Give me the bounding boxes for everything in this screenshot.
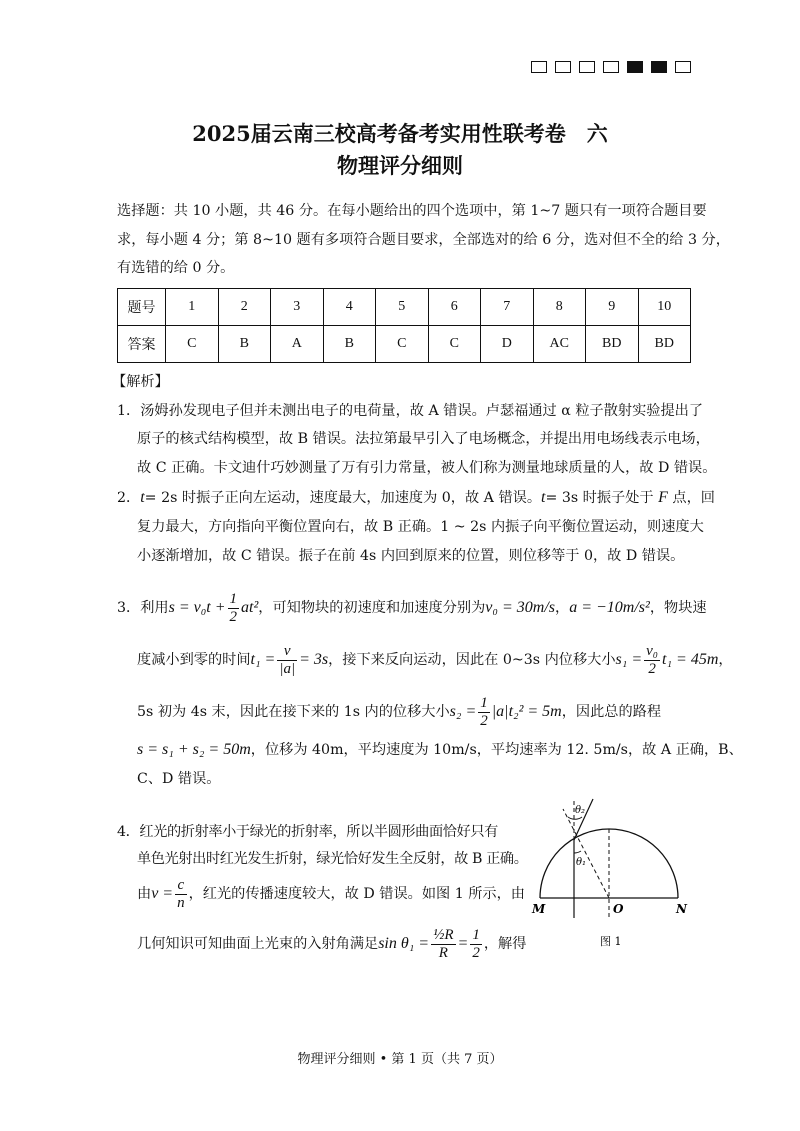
table-header-cell: 答案 bbox=[118, 326, 166, 363]
box-empty bbox=[579, 61, 595, 73]
q4-line: 单色光射出时红光发生折射，绿光恰好发生全反射，故 B 正确。 bbox=[137, 851, 528, 867]
denominator: n bbox=[177, 894, 185, 911]
normal-line bbox=[563, 809, 609, 898]
q3-line: C、D 错误。 bbox=[137, 771, 221, 787]
table-row-numbers bbox=[118, 289, 691, 326]
table-cell: D bbox=[481, 326, 534, 363]
numerator: v bbox=[277, 643, 297, 661]
label-o: O bbox=[613, 902, 624, 916]
numerator: c bbox=[175, 877, 187, 895]
intro-line: 选择题：共 10 小题，共 46 分。在每小题给出的四个选项中，第 1~7 题只有一项符合题目要 bbox=[117, 203, 707, 219]
table-cell: 7 bbox=[481, 289, 534, 326]
formula: s = s₁ + s₂ = 50m bbox=[137, 741, 251, 758]
q4-line bbox=[137, 924, 526, 964]
formula: s₂ = bbox=[449, 703, 477, 720]
text: 由 bbox=[137, 886, 152, 902]
formula: t₁ = 45m bbox=[662, 651, 719, 668]
formula: = bbox=[457, 935, 469, 952]
table-cell: 10 bbox=[638, 289, 691, 326]
intro-line: 有选错的给 0 分。 bbox=[117, 260, 235, 276]
table-cell: 6 bbox=[428, 289, 481, 326]
numerator: ½R bbox=[433, 926, 454, 943]
box-empty bbox=[531, 61, 547, 73]
text: = 3s 时振子处于 bbox=[545, 490, 659, 506]
formula: v = bbox=[151, 885, 174, 902]
analysis-heading: 【解析】 bbox=[112, 374, 169, 390]
table-cell: C bbox=[428, 326, 481, 363]
q4-line bbox=[137, 876, 525, 912]
table-cell: 2 bbox=[218, 289, 271, 326]
formula: t₁ = bbox=[250, 651, 276, 668]
numerator: v₀ bbox=[646, 642, 659, 659]
label-theta1: θ₁ bbox=[576, 857, 587, 868]
q2-line: 小逐渐增加，故 C 错误。振子在前 4s 内回到原来的位置，则位移等于 0，故 D 错误。 bbox=[137, 548, 685, 564]
text: 2． bbox=[117, 490, 141, 506]
fraction bbox=[644, 643, 660, 678]
denominator: 2 bbox=[480, 712, 488, 729]
q3-line bbox=[137, 740, 743, 760]
text: ，接下来反向运动，因此在 0~3s 内位移大小 bbox=[328, 652, 616, 668]
table-row-answers bbox=[118, 326, 691, 363]
table-cell: 3 bbox=[271, 289, 324, 326]
q3-line bbox=[137, 694, 661, 730]
label-theta2: θ₂ bbox=[575, 805, 586, 816]
label-n: N bbox=[676, 902, 687, 916]
text: ，解得 bbox=[483, 936, 527, 952]
fraction bbox=[470, 927, 482, 962]
text: 点，回 bbox=[667, 490, 715, 506]
label-m: M bbox=[532, 902, 546, 916]
table-header-cell: 题号 bbox=[118, 289, 166, 326]
fraction bbox=[228, 591, 240, 626]
table-cell: BD bbox=[638, 326, 691, 363]
text: ，物块速 bbox=[649, 600, 707, 616]
numerator: 1 bbox=[480, 694, 488, 711]
formula: v₀ = 30m/s bbox=[485, 599, 555, 616]
box-filled bbox=[651, 61, 667, 73]
box-empty bbox=[603, 61, 619, 73]
text: ，可知物块的初速度和加速度分别为 bbox=[258, 600, 486, 616]
table-cell: C bbox=[376, 326, 429, 363]
numerator: 1 bbox=[229, 590, 238, 607]
table-cell: B bbox=[323, 326, 376, 363]
formula: at² bbox=[241, 599, 259, 616]
formula: s = v₀t + bbox=[168, 599, 226, 616]
formula: |a|t₂² = 5m bbox=[491, 703, 562, 720]
q3-line bbox=[137, 642, 733, 678]
page-footer: 物理评分细则 • 第 1 页（共 7 页） bbox=[297, 1052, 503, 1067]
q1-line: 故 C 正确。卡文迪什巧妙测量了万有引力常量，被人们称为测量地球质量的人，故 D 错误。 bbox=[137, 460, 717, 476]
q1-line: 原子的核式结构模型，故 B 错误。法拉第最早引入了电场概念，并提出用电场线表示电场， bbox=[137, 431, 710, 447]
table-cell: B bbox=[218, 326, 271, 363]
table-cell: 5 bbox=[376, 289, 429, 326]
text: ，位移为 40m，平均速度为 10m/s，平均速率为 12. 5m/s，故 A 正确，B、 bbox=[250, 742, 743, 758]
q1-line: 1．汤姆孙发现电子但并未测出电子的电荷量，故 A 错误。卢瑟福通过 α 粒子散射实验提出了 bbox=[117, 403, 704, 419]
text: 3．利用 bbox=[117, 600, 169, 616]
formula: = 3s bbox=[299, 651, 329, 668]
fraction bbox=[431, 927, 455, 962]
header-boxes bbox=[531, 61, 691, 73]
angle-arc bbox=[568, 817, 582, 819]
text: ，因此总的路程 bbox=[561, 704, 662, 720]
denominator: 2 bbox=[229, 608, 238, 625]
fraction bbox=[175, 877, 187, 912]
semicircle-refraction-figure bbox=[530, 795, 690, 955]
q2-line: 复力最大，方向指向平衡位置向右，故 B 正确。1 ~ 2s 内振子向平衡位置运动，则速度大 bbox=[137, 519, 704, 535]
var: t bbox=[541, 489, 546, 506]
q4-line: 4．红光的折射率小于绿光的折射率，所以半圆形曲面恰好只有 bbox=[117, 824, 498, 840]
fraction bbox=[478, 695, 490, 730]
var: F bbox=[658, 489, 668, 506]
formula: s₁ = bbox=[615, 651, 643, 668]
text: 5s 初为 4s 末，因此在接下来的 1s 内的位移大小 bbox=[137, 704, 450, 720]
table-cell: 1 bbox=[166, 289, 219, 326]
denominator: R bbox=[438, 944, 448, 961]
page-title: 2025届云南三校高考备考实用性联考卷 六 bbox=[192, 121, 608, 146]
answer-table bbox=[117, 288, 691, 363]
text: ，红光的传播速度较大，故 D 错误。如图 1 所示，由 bbox=[188, 886, 525, 902]
table-cell: 8 bbox=[533, 289, 586, 326]
table-cell: 4 bbox=[323, 289, 376, 326]
text: = 2s 时振子正向左运动，速度最大，加速度为 0，故 A 错误。 bbox=[144, 490, 542, 506]
table-cell: 9 bbox=[586, 289, 639, 326]
box-filled bbox=[627, 61, 643, 73]
table-cell: C bbox=[166, 326, 219, 363]
table-cell: A bbox=[271, 326, 324, 363]
var: t bbox=[140, 489, 145, 506]
table-cell: AC bbox=[533, 326, 586, 363]
denominator: 2 bbox=[648, 660, 656, 677]
text: 几何知识可知曲面上光束的入射角满足 bbox=[137, 936, 379, 952]
figure-caption: 图 1 bbox=[600, 935, 622, 948]
q2-line bbox=[117, 488, 715, 508]
text: ， bbox=[554, 600, 570, 616]
text: 度减小到零的时间 bbox=[137, 652, 251, 668]
box-empty bbox=[675, 61, 691, 73]
angle-arc bbox=[574, 851, 581, 853]
q3-line bbox=[117, 590, 707, 626]
box-empty bbox=[555, 61, 571, 73]
fraction bbox=[277, 643, 297, 678]
text: ， bbox=[718, 652, 733, 668]
formula: a = −10m/s² bbox=[569, 599, 650, 616]
denominator: 2 bbox=[472, 944, 480, 961]
intro-line: 求，每小题 4 分；第 8~10 题有多项符合题目要求，全部选对的给 6 分，选对但不全的给 3 分， bbox=[117, 232, 730, 248]
denominator: |a| bbox=[279, 660, 296, 677]
page-subtitle: 物理评分细则 bbox=[337, 153, 463, 178]
table-cell: BD bbox=[586, 326, 639, 363]
numerator: 1 bbox=[472, 926, 480, 943]
formula: sin θ₁ = bbox=[378, 935, 430, 952]
